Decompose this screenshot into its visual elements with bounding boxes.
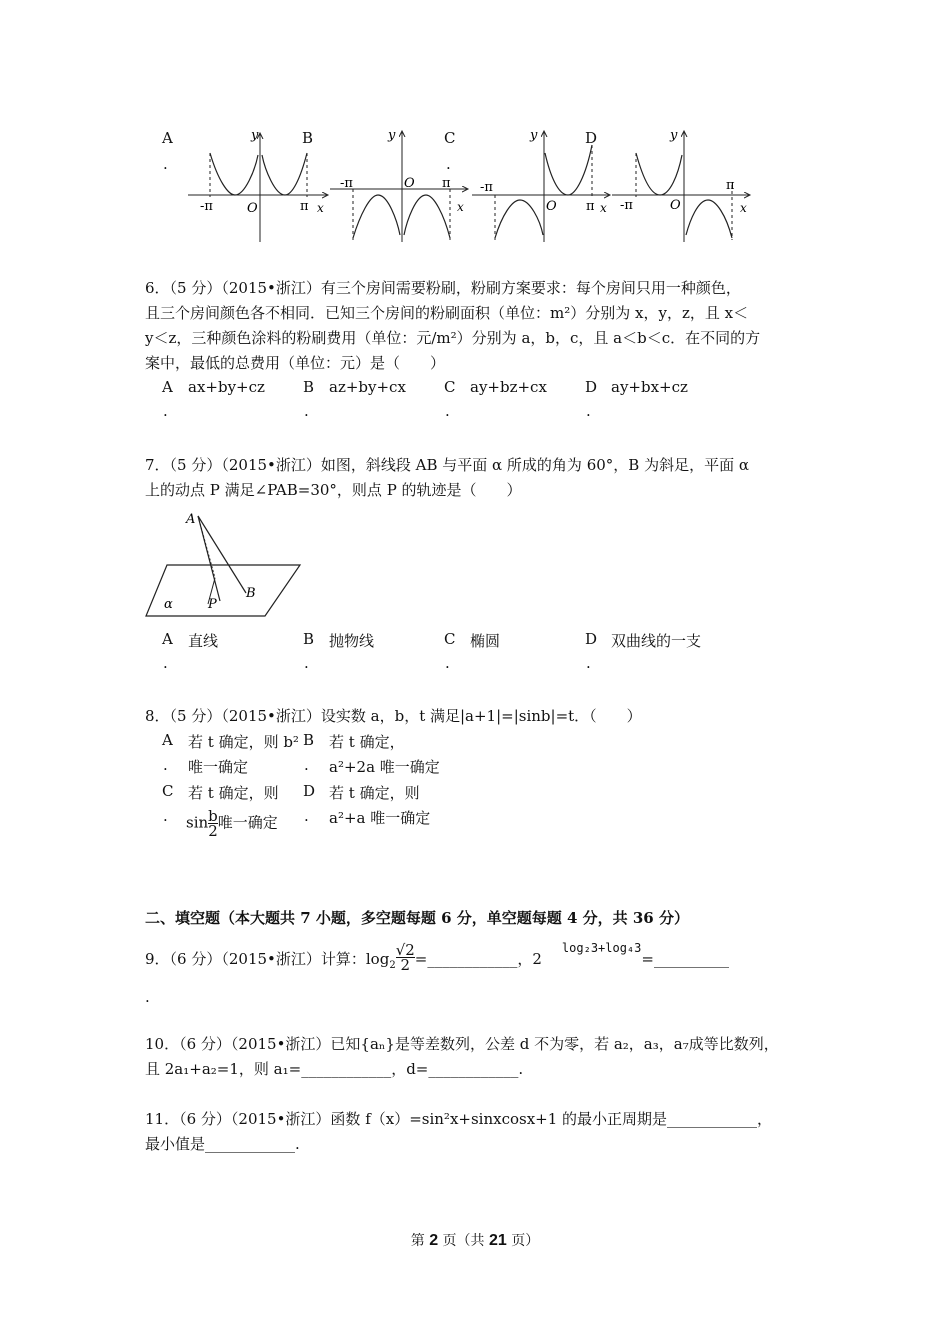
q8-option-c-fraction	[208, 809, 218, 838]
q6-options	[160, 378, 800, 428]
q7-option-a-text: 直线	[188, 632, 219, 650]
svg-text:O: O	[670, 198, 681, 213]
q6-stem-line4: 案中，最低的总费用（单位：元）是（ ）	[145, 354, 446, 372]
q5-option-b-letter: B	[302, 129, 314, 147]
graph-a-pi: π	[300, 199, 309, 214]
q5-option-d-letter: D	[585, 129, 598, 147]
footer-prefix: 第	[410, 1233, 425, 1249]
q6-option-b-text: az+by+cx	[329, 378, 406, 396]
q10-line1: 10．（6 分）（2015•浙江）已知{aₙ}是等差数列，公差 d 不为零，若 a₂，a₃，a₇成等比数列，	[145, 1035, 779, 1053]
q6-option-c-text: ay+bz+cx	[470, 378, 547, 396]
q7-option-a-dot: .	[163, 654, 168, 672]
svg-text:-π: -π	[340, 176, 353, 191]
q8-option-b-line2: a²+2a 唯一确定	[329, 758, 440, 776]
q5-graph-options	[150, 125, 770, 250]
q8-option-b-line1: 若 t 确定，	[329, 733, 405, 751]
svg-text:y: y	[530, 128, 538, 143]
q7-option-b-text: 抛物线	[329, 632, 375, 650]
q7-figure-label-alpha: α	[164, 597, 173, 612]
graph-b	[330, 128, 468, 242]
q6-stem-line1: 6．（5 分）（2015•浙江）有三个房间需要粉刷，粉刷方案要求：每个房间只用一种颜色，	[145, 279, 741, 297]
q6-option-d-text: ay+bx+cz	[611, 378, 688, 396]
q7-option-d-letter: D	[585, 630, 598, 648]
q7-option-c-letter: C	[444, 630, 456, 648]
q8-option-c-dot: .	[163, 807, 168, 825]
q7-option-b-dot: .	[304, 654, 309, 672]
q9-dot: .	[145, 988, 150, 1006]
svg-text:-π: -π	[620, 198, 633, 213]
q7-option-b-letter: B	[303, 630, 315, 648]
svg-text:-π: -π	[480, 180, 493, 195]
q11-line2: 最小值是____________.	[145, 1135, 300, 1153]
q8-option-d-letter: D	[303, 782, 316, 800]
q5-option-c-letter: C	[444, 129, 456, 147]
q8-option-c-frac-den: 2	[208, 822, 218, 840]
q6-option-a-text: ax+by+cz	[188, 378, 265, 396]
q10-line2: 且 2a₁+a₂=1，则 a₁=____________，d=____________.	[145, 1060, 524, 1078]
q7-figure-label-b: B	[246, 586, 256, 601]
svg-text:O: O	[404, 176, 415, 191]
q7-option-a-letter: A	[162, 630, 173, 648]
q6-option-b-dot: .	[304, 402, 309, 420]
q5-option-c-dot: .	[446, 155, 451, 173]
footer-mid: 页（共	[442, 1233, 485, 1249]
page-footer	[0, 1230, 950, 1250]
q8-option-d-line1: 若 t 确定，则	[329, 784, 420, 802]
q8-option-a-line1: 若 t 确定，则 b²	[188, 733, 299, 751]
q7-option-d-text: 双曲线的一支	[611, 632, 702, 650]
q7-figure	[140, 508, 310, 618]
q9-fraction	[395, 940, 415, 974]
q9-tail-blank: =__________	[641, 950, 729, 968]
graph-d	[612, 128, 750, 242]
q7-option-d-dot: .	[586, 654, 591, 672]
graph-c	[472, 128, 610, 242]
q9-frac-den: 2	[400, 955, 411, 974]
footer-total-pages: 21	[489, 1232, 507, 1249]
graph-a-y-label: y	[251, 128, 259, 143]
svg-text:y: y	[670, 128, 678, 143]
q8-option-a-dot: .	[163, 756, 168, 774]
q6-option-a-dot: .	[163, 402, 168, 420]
q6-option-c-dot: .	[445, 402, 450, 420]
q9-power: log₂3+log₄3	[561, 941, 642, 955]
q5-option-a-dot: .	[163, 155, 168, 173]
q8-option-c-letter: C	[162, 782, 174, 800]
q8-option-c-sin: sin	[186, 813, 209, 832]
q8-option-b-letter: B	[303, 731, 315, 749]
section-2-heading: 二、填空题（本大题共 7 小题，多空题每题 6 分，单空题每题 4 分，共 36 分）	[145, 909, 689, 927]
q9-prefix: 9．（6 分）（2015•浙江）计算：log	[145, 950, 390, 968]
q9-log-base: 2	[389, 960, 396, 971]
footer-page-number: 2	[429, 1232, 439, 1249]
svg-text:π: π	[726, 178, 735, 193]
q8-option-d-dot: .	[304, 807, 309, 825]
q6-option-c-letter: C	[444, 378, 456, 396]
svg-text:x: x	[740, 201, 747, 215]
footer-suffix: 页）	[511, 1233, 540, 1249]
q6-stem-line2: 且三个房间颜色各不相同．已知三个房间的粉刷面积（单位：m²）分别为 x，y，z，且 x＜	[145, 304, 749, 322]
svg-text:x: x	[600, 201, 607, 215]
q9-eq-blank: =____________，2	[414, 950, 542, 968]
q8-option-a-line2: 唯一确定	[188, 758, 249, 776]
q8-stem: 8．（5 分）（2015•浙江）设实数 a，b，t 满足|a+1|=|sinb|=t．（ ）	[145, 707, 642, 725]
q6-option-a-letter: A	[162, 378, 173, 396]
q8-option-c-rest: 唯一确定	[217, 813, 278, 832]
q6-option-d-letter: D	[585, 378, 598, 396]
q8-options	[160, 731, 580, 856]
q7-figure-label-p: P	[208, 597, 217, 612]
q5-option-a-letter: A	[162, 129, 173, 147]
graph-a-x-label: x	[317, 201, 324, 215]
q7-stem-line2: 上的动点 P 满足∠PAB=30°，则点 P 的轨迹是（ ）	[145, 481, 522, 499]
q7-option-c-dot: .	[445, 654, 450, 672]
svg-text:π: π	[586, 199, 595, 214]
q6-option-b-letter: B	[303, 378, 315, 396]
q9-line	[145, 942, 729, 976]
q8-option-c-line1: 若 t 确定，则	[188, 784, 279, 802]
svg-text:x: x	[457, 200, 464, 214]
q11-line1: 11．（6 分）（2015•浙江）函数 f（x）=sin²x+sinxcosx+1 的最小正周期是____________，	[145, 1110, 773, 1128]
q8-option-d-line2: a²+a 唯一确定	[329, 809, 431, 827]
q8-option-c-line2	[186, 809, 278, 838]
q6-stem-line3: y＜z，三种颜色涂料的粉刷费用（单位：元/m²）分别为 a，b，c，且 a＜b＜c．在不同的方	[145, 329, 761, 347]
q8-option-a-letter: A	[162, 731, 173, 749]
q7-options	[160, 630, 800, 680]
q8-option-c-frac-num: b	[208, 807, 218, 825]
svg-text:π: π	[442, 176, 451, 191]
svg-text:y: y	[388, 128, 396, 143]
q9-frac-num: √2	[395, 940, 415, 959]
graph-a-origin: O	[247, 201, 258, 216]
q5-graphs-svg	[150, 125, 770, 250]
q7-option-c-text: 椭圆	[470, 632, 501, 650]
q8-option-b-dot: .	[304, 756, 309, 774]
q6-option-d-dot: .	[586, 402, 591, 420]
svg-text:O: O	[546, 199, 557, 214]
graph-a	[188, 128, 328, 242]
q7-figure-label-a: A	[186, 512, 196, 527]
graph-a-neg-pi: -π	[200, 199, 213, 214]
q7-stem-line1: 7．（5 分）（2015•浙江）如图，斜线段 AB 与平面 α 所成的角为 60°，B 为斜足，平面 α	[145, 456, 749, 474]
